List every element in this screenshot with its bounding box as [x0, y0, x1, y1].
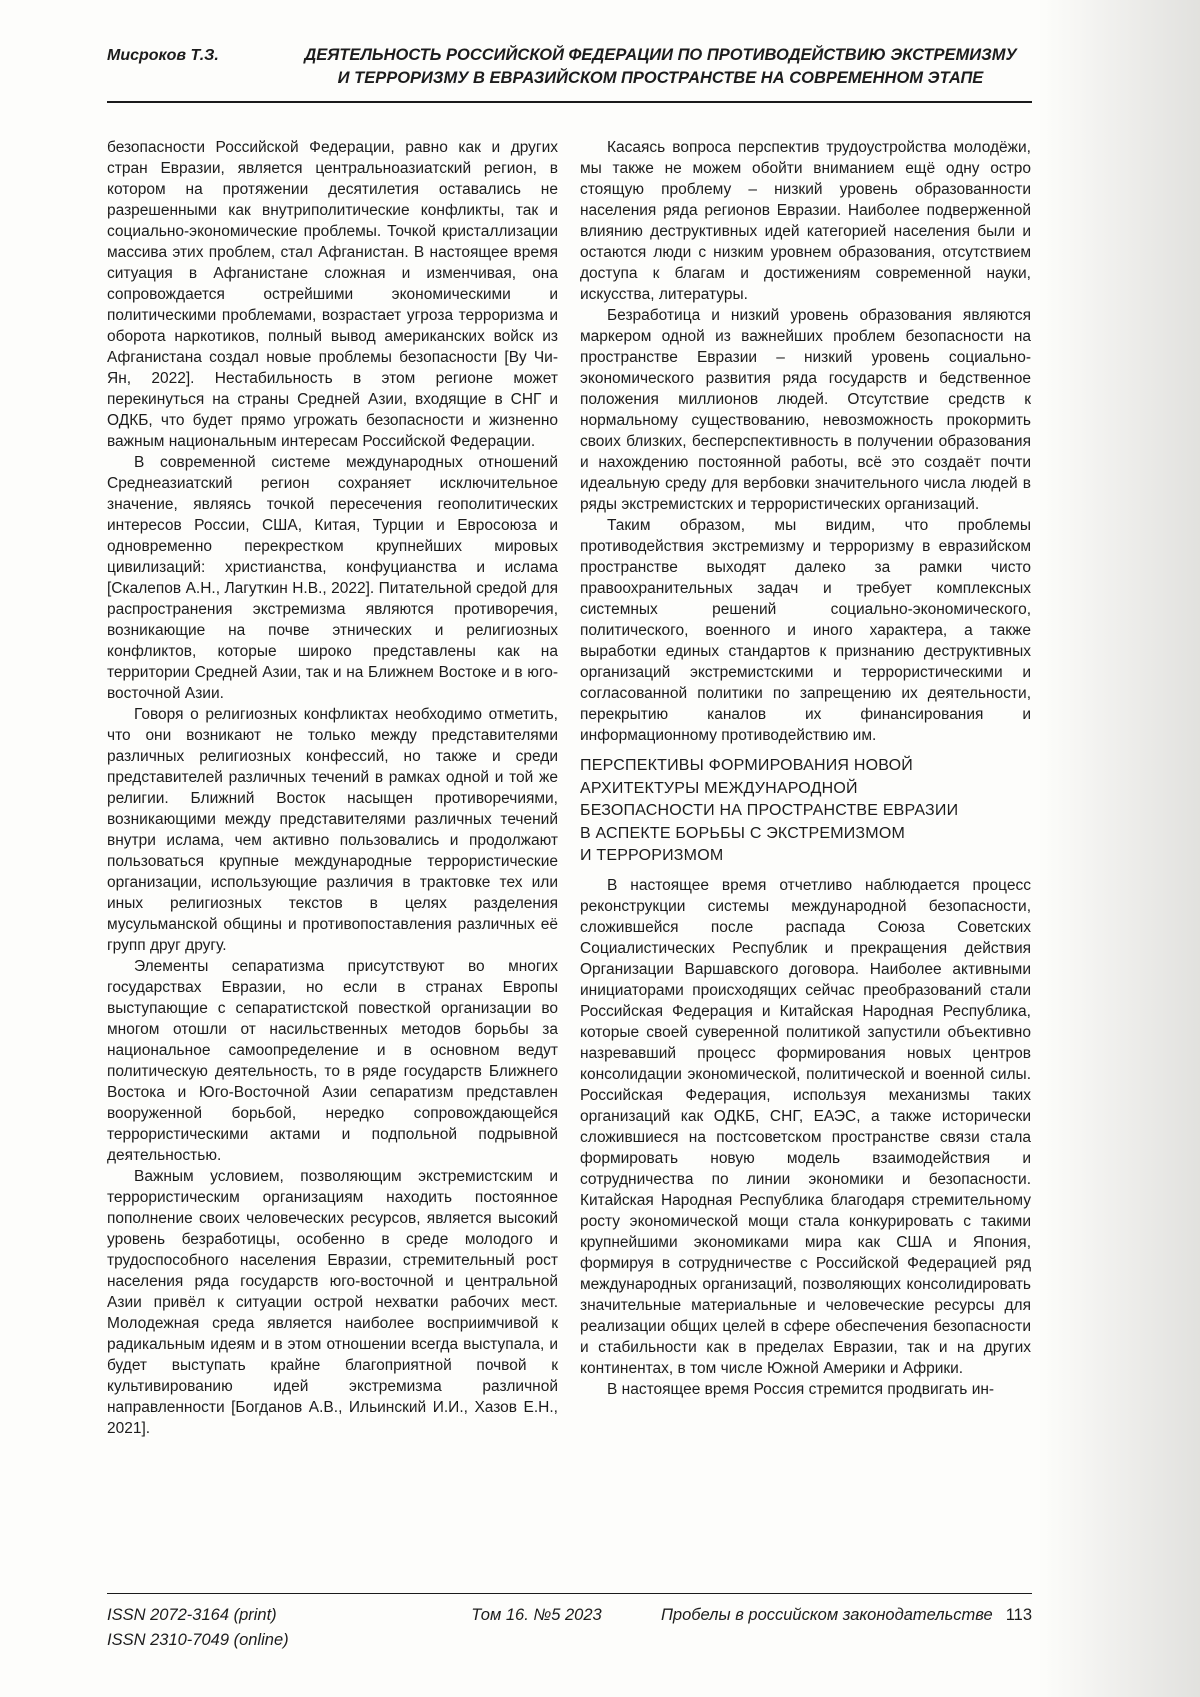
scan-shadow — [1038, 0, 1200, 1697]
page-number: 113 — [1005, 1606, 1032, 1624]
article-title: ДЕЯТЕЛЬНОСТЬ РОССИЙСКОЙ ФЕДЕРАЦИИ ПО ПРОТИВОДЕЙСТВИЮ ЭКСТРЕМИЗМУ И ТЕРРОРИЗМУ В ЕВРАЗИЙСКОМ ПРОСТРАНСТВЕ НА СОВРЕМЕННОМ ЭТАПЕ — [304, 46, 1017, 87]
paragraph: Важным условием, позволяющим экстремистским и террористическим организациям находить постоянное пополнение своих человеческих ресурсов, является высокий уровень безработицы, особенно в среде молодого и трудоспособного населения Евразии, стремительный рост населения ряда государств юго-восточной и центральной Азии привёл к ситуации острой нехватки рабочих мест. Молодежная среда является наиболее восприимчивой к радикальным идеям и в этом отношении всегда выступала, и будет выступать крайне благоприятной почвой к культивированию идей экстремизма различной направленности [Богданов А.В., Ильинский И.И., Хазов Е.Н., 2021]. — [107, 1168, 558, 1437]
journal-name: Пробелы в российском законодательстве — [660, 1606, 993, 1624]
issn-online: ISSN 2310-7049 (online) — [107, 1631, 289, 1649]
paragraph: В настоящее время Россия стремится продвигать ин- — [607, 1380, 995, 1398]
page-header — [107, 44, 1032, 90]
right-column — [580, 137, 1031, 1593]
issn-block — [107, 1603, 412, 1653]
volume-issue: Том 16. №5 2023 — [471, 1606, 602, 1624]
page-footer — [107, 1593, 1032, 1653]
paragraph: безопасности Российской Федерации, равно как и других стран Евразии, является центральноазиатский регион, в котором на протяжении десятилетия оставались не разрешенными как внутриполитические конфликты, так и социально-экономические проблемы. Точкой кристаллизации массива этих проблем, стал Афганистан. В настоящее время ситуация в Афганистане сложная и изменчивая, она сопровождается острейшими экономическими и политическими проблемами, возрастает угроза терроризма и оборота наркотиков, полный вывод американских войск из Афганистана создал новые проблемы безопасности [Ву Чи-Ян, 2022]. Нестабильность в этом регионе может перекинуться на страны Средней Азии, входящие в СНГ и ОДКБ, что будет прямо угрожать безопасности и жизненно важным национальным интересам Российской Федерации. — [107, 139, 558, 450]
left-column — [107, 137, 558, 1593]
paragraph: Касаясь вопроса перспектив трудоустройства молодёжи, мы также не можем обойти вниманием ещё одну остро стоящую проблему – низкий уровень образованности населения ряда регионов Евразии. Наиболее подверженной влиянию деструктивных идей категорией населения были и остаются люди с низким уровнем образования, отсутствием доступа к благам и достижениям современной науки, искусства, литературы. — [580, 139, 1031, 303]
paragraph: Элементы сепаратизма присутствуют во многих государствах Евразии, но если в странах Европы выступающие с сепаратистской повесткой организации во многом отошли от насильственных методов борьбы за национальное самоопределение и в основном ведут политическую деятельность, то в ряде государств Ближнего Востока и Юго-Восточной Азии сепаратизм представлен вооруженной борьбой, нередко сопровождающейся террористическими актами и подпольной подрывной деятельностью. — [107, 958, 558, 1164]
author-name: Мисроков Т.З. — [107, 47, 219, 64]
footer-row — [107, 1603, 1032, 1653]
paragraph: Таким образом, мы видим, что проблемы противодействия экстремизму и терроризму в евразийском пространстве выходят далеко за рамки чисто правоохранительных задач и требует комплексных системных решений социально-экономического, политического, военного и иного характера, а также выработки единых стандартов к признанию деструктивных организаций экстремистскими и террористическими и согласованной политики по запрещению их деятельности, перекрытию каналов их финансирования и информационному противодействию им. — [580, 517, 1031, 744]
section-heading: ПЕРСПЕКТИВЫ ФОРМИРОВАНИЯ НОВОЙ АРХИТЕКТУРЫ МЕЖДУНАРОДНОЙ БЕЗОПАСНОСТИ НА ПРОСТРАНСТВЕ ЕВРАЗИИ В АСПЕКТЕ БОРЬБЫ С ЭКСТРЕМИЗМОМ И ТЕРРОРИЗМОМ — [580, 757, 959, 864]
issn-print: ISSN 2072-3164 (print) — [107, 1606, 277, 1624]
paragraph: В настоящее время отчетливо наблюдается процесс реконструкции системы международной безопасности, сложившейся после распада Союза Советских Социалистических Республик и прекращения действия Организации Варшавского договора. Наиболее активными инициаторами происходящих сейчас преобразований стали Российская Федерация и Китайская Народная Республика, которые своей суверенной политикой запустили объективно назревавший процесс формирования новых центров консолидации экономической, политической и военной силы. Российская Федерация, используя механизмы таких организаций как ОДКБ, СНГ, ЕАЭС, а также исторически сложившиеся на постсоветском пространстве связи стала формировать новую модель взаимодействия и сотрудничества по линии экономики и безопасности. Китайская Народная Республика благодаря стремительному росту экономической мощи стала конкурировать с такими крупнейшими экономиками мира как США и Япония, формируя в сотрудничестве с Российской Федерацией ряд международных организаций, позволяющих консолидировать значительные материальные и человеческие ресурсы для реализации общих целей в сфере обеспечения безопасности и стабильности как в пределах Евразии, так и на других континентах, в том числе Южной Америки и Африки. — [580, 876, 1031, 1377]
journal-name-block — [661, 1603, 1032, 1628]
paragraph: Говоря о религиозных конфликтах необходимо отметить, что они возникают не только между представителями различных религиозных конфессий, но также и среди представителей различных течений в рамках одной и той же религии. Ближний Восток насыщен противоречиями, возникающими между представителями различных течений внутри ислама, чем активно пользовались и продолжают пользоваться крупные международные террористические организации, использующие различия в трактовке тех или иных религиозных текстов в целях разделения мусульманской общины и противопоставления различных её групп друг другу. — [107, 706, 558, 954]
footer-divider — [107, 1593, 1032, 1594]
article-body — [107, 137, 1032, 1593]
paragraph: В современной системе международных отношений Среднеазиатский регион сохраняет исключительное значение, являясь точкой пересечения геополитических интересов России, США, Китая, Турции и Евросоюза и одновременно перекрестком крупнейших мировых цивилизаций: христианства, конфуцианства и ислама [Скалепов А.Н., Лагуткин Н.В., 2022]. Питательной средой для распространения экстремизма являются противоречия, возникающие на почве этнических и религиозных конфликтов, которые широко представлены как на территории Средней Азии, так и на Ближнем Востоке и в юго-восточной Азии. — [107, 454, 558, 702]
header-divider — [107, 101, 1032, 103]
paragraph: Безработица и низкий уровень образования являются маркером одной из важнейших проблем безопасности на пространстве Евразии – низкий уровень социально-экономического развития ряда государств и бедственное положения миллионов людей. Отсутствие средств к нормальному существованию, невозможность прокормить своих близких, бесперспективность в получении образования и нахождению постоянной работы, всё это создаёт почти идеальную среду для вербовки значительного числа людей в ряды экстремистских и террористических организаций. — [580, 307, 1031, 513]
